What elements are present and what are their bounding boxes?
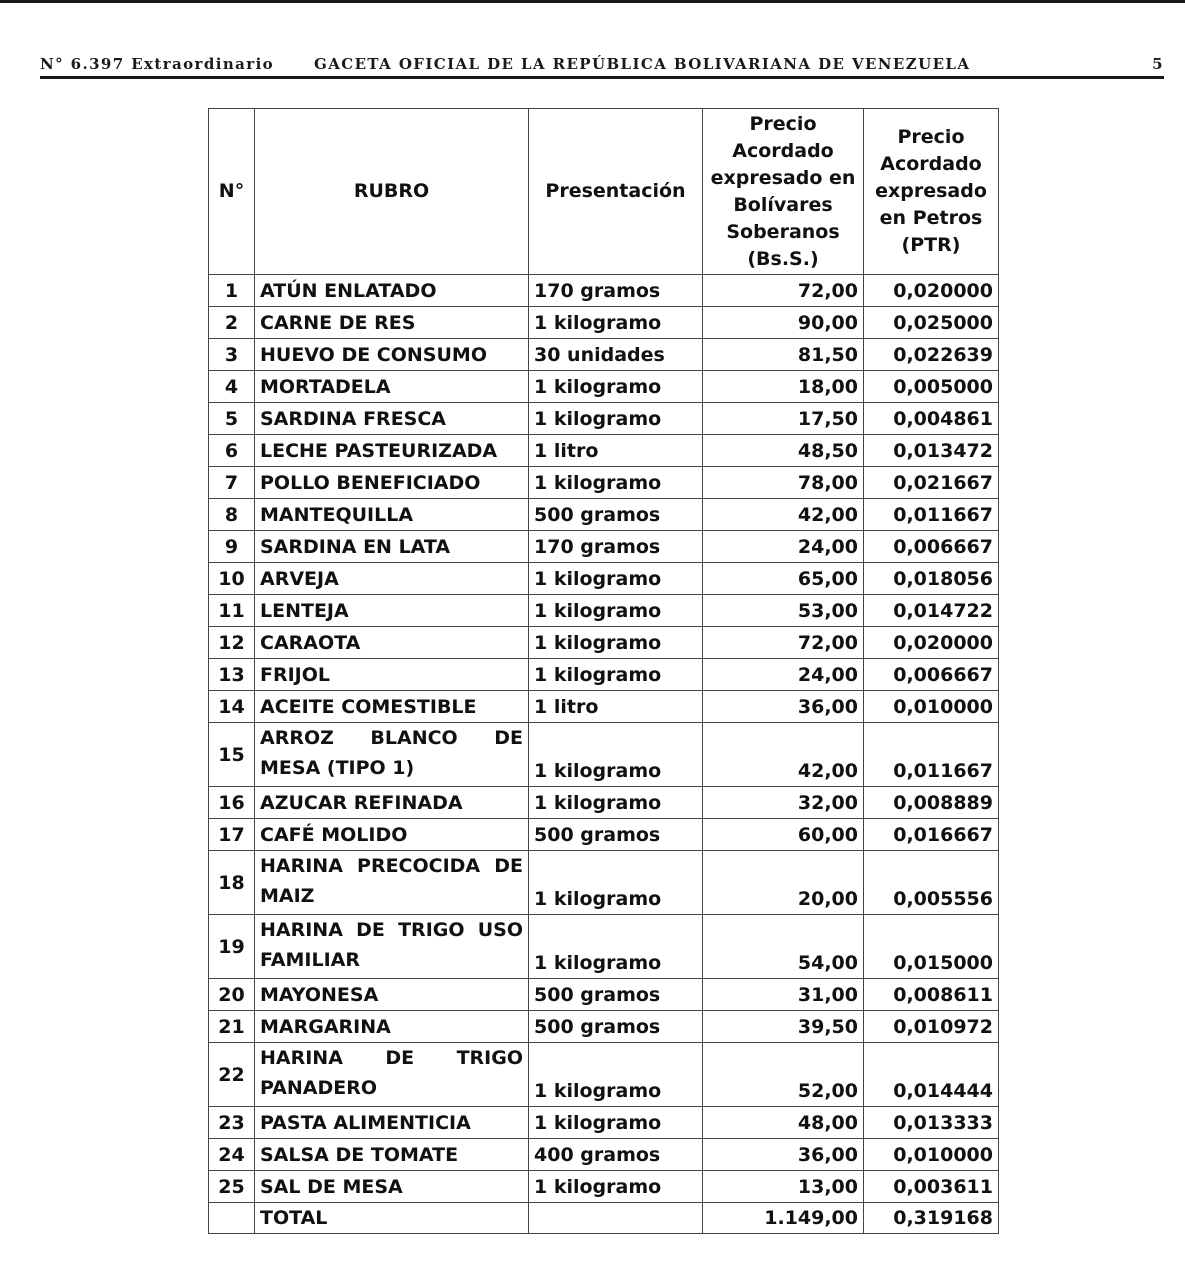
table-row [209,307,999,339]
rubro-cell: MORTADELA [255,371,529,403]
rubro-cell: MARGARINA [255,1011,529,1043]
table-row [209,1043,999,1107]
total-num-cell [209,1203,255,1234]
precio-bs-cell: 65,00 [703,563,864,595]
presentacion-cell: 500 gramos [529,1011,703,1043]
precio-bs-cell: 81,50 [703,339,864,371]
row-number: 2 [209,307,255,339]
precio-ptr-cell: 0,006667 [864,531,999,563]
precio-bs-cell: 48,50 [703,435,864,467]
row-number: 14 [209,691,255,723]
row-number: 19 [209,915,255,979]
precio-ptr-cell: 0,010000 [864,691,999,723]
presentacion-cell: 1 kilogramo [529,787,703,819]
table-row [209,627,999,659]
rubro-cell: CARNE DE RES [255,307,529,339]
rubro-cell: AZUCAR REFINADA [255,787,529,819]
rubro-cell: HUEVO DE CONSUMO [255,339,529,371]
presentacion-cell: 1 kilogramo [529,915,703,979]
row-number: 7 [209,467,255,499]
rubro-cell: LENTEJA [255,595,529,627]
precio-bs-cell: 72,00 [703,275,864,307]
table-row [209,1107,999,1139]
presentacion-cell: 170 gramos [529,531,703,563]
precio-bs-cell: 53,00 [703,595,864,627]
table-row [209,563,999,595]
price-table-body [209,275,999,1203]
column-header-presentacion: Presentación [529,109,703,275]
row-number: 17 [209,819,255,851]
precio-ptr-cell: 0,014444 [864,1043,999,1107]
row-number: 3 [209,339,255,371]
presentacion-cell: 1 kilogramo [529,403,703,435]
column-header-precio-ptr: Precio Acordado expresado en Petros (PTR) [864,109,999,275]
precio-bs-cell: 42,00 [703,499,864,531]
rubro-cell: POLLO BENEFICIADO [255,467,529,499]
row-number: 6 [209,435,255,467]
presentacion-cell: 400 gramos [529,1139,703,1171]
precio-bs-cell: 52,00 [703,1043,864,1107]
table-header-row [209,109,999,275]
column-header-rubro: RUBRO [255,109,529,275]
table-row [209,979,999,1011]
presentacion-cell: 1 kilogramo [529,1107,703,1139]
page-number: 5 [1152,55,1164,73]
row-number: 5 [209,403,255,435]
precio-bs-cell: 24,00 [703,659,864,691]
table-row [209,275,999,307]
table-row [209,1171,999,1203]
row-number: 13 [209,659,255,691]
row-number: 11 [209,595,255,627]
presentacion-cell: 30 unidades [529,339,703,371]
row-number: 1 [209,275,255,307]
rubro-cell: MANTEQUILLA [255,499,529,531]
gazette-title: GACETA OFICIAL DE LA REPÚBLICA BOLIVARIANA DE VENEZUELA [314,55,971,73]
precio-bs-cell: 17,50 [703,403,864,435]
precio-ptr-cell: 0,008611 [864,979,999,1011]
precio-ptr-cell: 0,020000 [864,275,999,307]
table-row [209,915,999,979]
precio-ptr-cell: 0,010972 [864,1011,999,1043]
row-number: 23 [209,1107,255,1139]
total-presentacion-cell [529,1203,703,1234]
precio-ptr-cell: 0,005556 [864,851,999,915]
precio-bs-cell: 20,00 [703,851,864,915]
presentacion-cell: 1 kilogramo [529,659,703,691]
precio-bs-cell: 42,00 [703,723,864,787]
presentacion-cell: 170 gramos [529,275,703,307]
row-number: 15 [209,723,255,787]
presentacion-cell: 1 kilogramo [529,1043,703,1107]
precio-ptr-cell: 0,011667 [864,499,999,531]
precio-bs-cell: 31,00 [703,979,864,1011]
column-header-precio-bs: Precio Acordado expresado en Bolívares Soberanos (Bs.S.) [703,109,864,275]
row-number: 4 [209,371,255,403]
rubro-cell: MAYONESA [255,979,529,1011]
presentacion-cell: 1 kilogramo [529,627,703,659]
row-number: 25 [209,1171,255,1203]
price-table [208,108,999,1234]
total-ptr: 0,319168 [864,1203,999,1234]
precio-ptr-cell: 0,013472 [864,435,999,467]
precio-bs-cell: 13,00 [703,1171,864,1203]
row-number: 22 [209,1043,255,1107]
precio-bs-cell: 18,00 [703,371,864,403]
precio-bs-cell: 48,00 [703,1107,864,1139]
precio-bs-cell: 78,00 [703,467,864,499]
precio-ptr-cell: 0,011667 [864,723,999,787]
total-label: TOTAL [255,1203,529,1234]
row-number: 12 [209,627,255,659]
precio-ptr-cell: 0,008889 [864,787,999,819]
total-row [209,1203,999,1234]
row-number: 20 [209,979,255,1011]
precio-ptr-cell: 0,022639 [864,339,999,371]
presentacion-cell: 1 litro [529,435,703,467]
table-row [209,435,999,467]
precio-bs-cell: 32,00 [703,787,864,819]
row-number: 8 [209,499,255,531]
precio-ptr-cell: 0,013333 [864,1107,999,1139]
precio-bs-cell: 60,00 [703,819,864,851]
rubro-cell: ARROZ BLANCO DE MESA (TIPO 1) [255,723,529,787]
table-row [209,691,999,723]
rubro-cell: ARVEJA [255,563,529,595]
presentacion-cell: 1 kilogramo [529,307,703,339]
presentacion-cell: 1 kilogramo [529,563,703,595]
top-border-rule [0,0,1185,3]
total-bs: 1.149,00 [703,1203,864,1234]
precio-ptr-cell: 0,010000 [864,1139,999,1171]
presentacion-cell: 500 gramos [529,979,703,1011]
rubro-cell: CARAOTA [255,627,529,659]
table-row [209,659,999,691]
rubro-cell: HARINA DE TRIGO USO FAMILIAR [255,915,529,979]
presentacion-cell: 1 kilogramo [529,371,703,403]
table-row [209,499,999,531]
precio-bs-cell: 39,50 [703,1011,864,1043]
table-row [209,467,999,499]
row-number: 9 [209,531,255,563]
precio-bs-cell: 90,00 [703,307,864,339]
table-row [209,723,999,787]
table-row [209,1139,999,1171]
column-header-num: N° [209,109,255,275]
precio-ptr-cell: 0,005000 [864,371,999,403]
header-rule [40,76,1164,79]
row-number: 24 [209,1139,255,1171]
presentacion-cell: 500 gramos [529,819,703,851]
precio-ptr-cell: 0,015000 [864,915,999,979]
presentacion-cell: 1 litro [529,691,703,723]
precio-ptr-cell: 0,014722 [864,595,999,627]
precio-bs-cell: 54,00 [703,915,864,979]
table-row [209,595,999,627]
row-number: 18 [209,851,255,915]
rubro-cell: CAFÉ MOLIDO [255,819,529,851]
presentacion-cell: 1 kilogramo [529,467,703,499]
rubro-cell: SARDINA FRESCA [255,403,529,435]
row-number: 21 [209,1011,255,1043]
rubro-cell: SAL DE MESA [255,1171,529,1203]
precio-ptr-cell: 0,004861 [864,403,999,435]
table-row [209,339,999,371]
precio-ptr-cell: 0,006667 [864,659,999,691]
table-row [209,787,999,819]
issue-number: N° 6.397 Extraordinario [40,55,275,73]
presentacion-cell: 500 gramos [529,499,703,531]
presentacion-cell: 1 kilogramo [529,851,703,915]
rubro-cell: HARINA DE TRIGO PANADERO [255,1043,529,1107]
rubro-cell: SARDINA EN LATA [255,531,529,563]
table-row [209,819,999,851]
table-row [209,851,999,915]
precio-bs-cell: 36,00 [703,1139,864,1171]
precio-ptr-cell: 0,018056 [864,563,999,595]
precio-bs-cell: 36,00 [703,691,864,723]
table-row [209,531,999,563]
table-row [209,403,999,435]
precio-ptr-cell: 0,003611 [864,1171,999,1203]
precio-bs-cell: 72,00 [703,627,864,659]
precio-ptr-cell: 0,025000 [864,307,999,339]
row-number: 10 [209,563,255,595]
precio-ptr-cell: 0,021667 [864,467,999,499]
precio-ptr-cell: 0,016667 [864,819,999,851]
table-row [209,371,999,403]
presentacion-cell: 1 kilogramo [529,1171,703,1203]
presentacion-cell: 1 kilogramo [529,723,703,787]
rubro-cell: SALSA DE TOMATE [255,1139,529,1171]
rubro-cell: FRIJOL [255,659,529,691]
rubro-cell: ACEITE COMESTIBLE [255,691,529,723]
rubro-cell: HARINA PRECOCIDA DE MAIZ [255,851,529,915]
presentacion-cell: 1 kilogramo [529,595,703,627]
rubro-cell: PASTA ALIMENTICIA [255,1107,529,1139]
rubro-cell: ATÚN ENLATADO [255,275,529,307]
precio-bs-cell: 24,00 [703,531,864,563]
rubro-cell: LECHE PASTEURIZADA [255,435,529,467]
precio-ptr-cell: 0,020000 [864,627,999,659]
row-number: 16 [209,787,255,819]
table-row [209,1011,999,1043]
